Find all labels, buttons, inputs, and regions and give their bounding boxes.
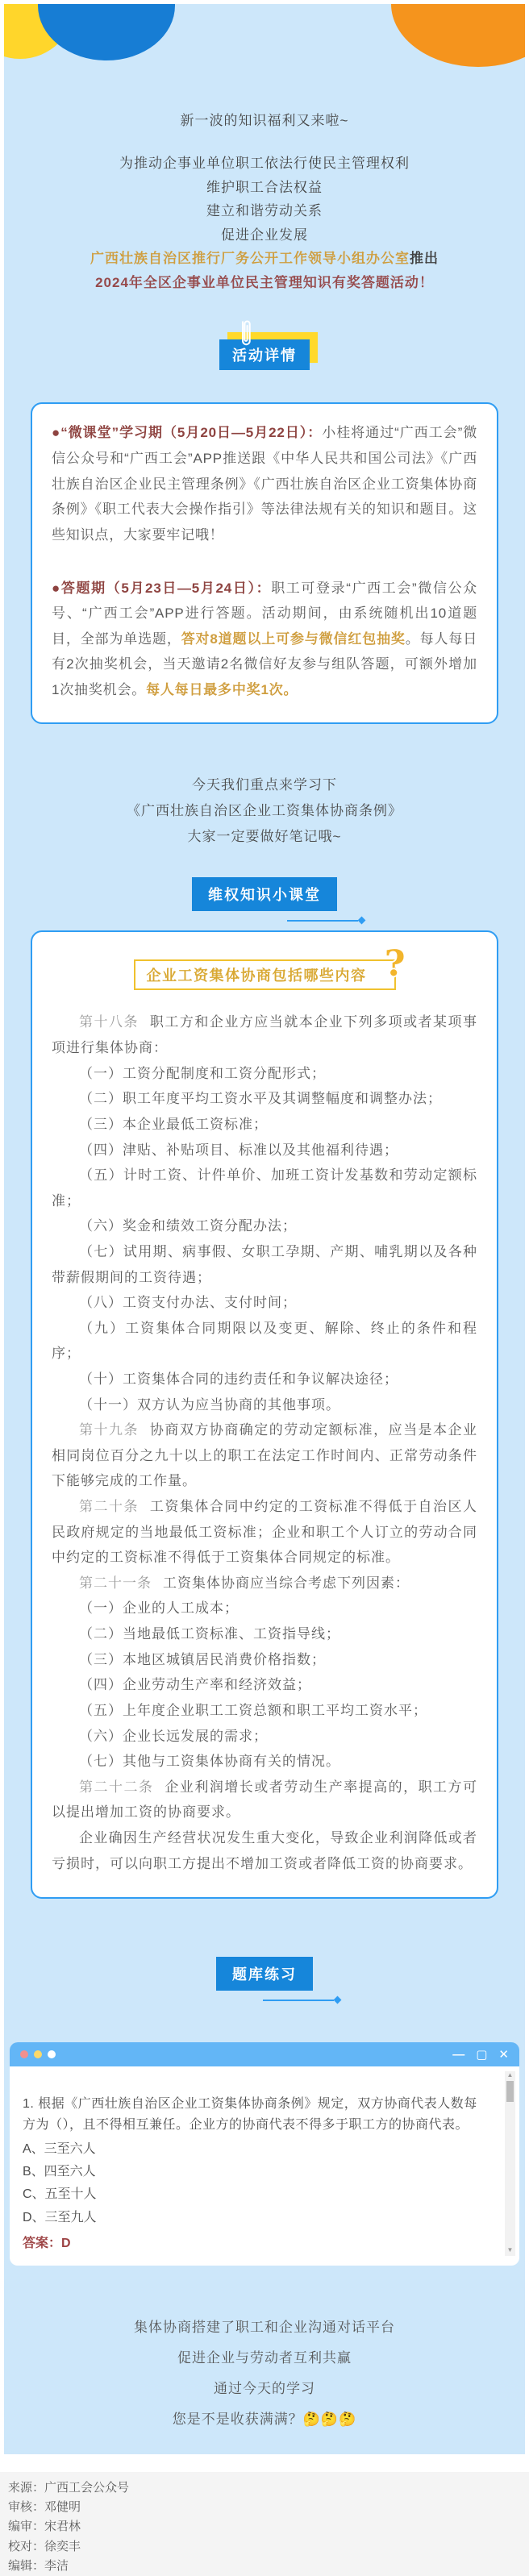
window-dot-white <box>48 2050 56 2058</box>
knowledge-class-button[interactable]: 维权知识小课堂 <box>192 877 337 911</box>
close-icon[interactable]: ✕ <box>498 2047 509 2062</box>
line-diamond-decoration <box>287 920 358 922</box>
activity-rules-card <box>31 402 498 723</box>
law-article-card <box>31 930 498 1899</box>
white-gap <box>0 2454 529 2472</box>
intro-line: 促进企业发展 <box>221 227 308 243</box>
minimize-icon[interactable]: — <box>452 2047 465 2062</box>
credit-editor: 编辑：李洁 <box>8 2558 69 2573</box>
answer-period-paragraph: ●答题期（5月23日—5月24日）：职工可登录“广西工会”微信公众号、“广西工会”APP进行答题。活动期间，由系统随机出10道题目，全部为单选题，答对8道题以上可参与微信红包抽奖。每人每日有2次抽奖机会，当天邀请2名微信好友参与组队答题，可额外增加1次抽奖机会。每人每日最多中奖1次。 <box>52 580 478 697</box>
law-paragraph: （七）试用期、病事假、女职工孕期、产期、哺乳期以及各种带薪假期间的工资待遇； <box>52 1243 477 1285</box>
closing-line: 您是不是收获满满？🤔🤔🤔 <box>172 2411 357 2427</box>
window-dot-yellow <box>34 2050 42 2058</box>
quiz-option-a: A、三至六人 <box>23 2141 96 2156</box>
scrollbar-thumb[interactable] <box>506 2081 514 2102</box>
quiz-option-c: C、五至十人 <box>23 2187 97 2202</box>
line-diamond-decoration <box>263 2000 334 2001</box>
quiz-option-d: D、三至九人 <box>23 2210 97 2224</box>
question-bank-button[interactable]: 题库练习 <box>216 1957 313 1991</box>
study-intro-block <box>4 772 525 851</box>
law-paragraph: （七）其他与工资集体协商有关的情况。 <box>79 1754 340 1770</box>
law-paragraph: （一）企业的人工成本； <box>79 1600 239 1617</box>
intro-line: 建立和谐劳动关系 <box>206 203 323 219</box>
law-paragraph: （十一）双方认为应当协商的其他事项。 <box>79 1396 340 1413</box>
credits-footer <box>0 2472 529 2576</box>
law-paragraph: （五）上年度企业职工工资总额和职工平均工资水平； <box>79 1702 427 1718</box>
law-paragraph: （三）本地区城镇居民消费价格指数； <box>79 1651 326 1667</box>
paperclip-icon <box>237 318 255 356</box>
intro-line: 为推动企事业单位职工依法行使民主管理权利 <box>119 156 410 171</box>
quiz-answer: 答案：D <box>23 2236 71 2250</box>
intro-line: 维护职工合法权益 <box>206 179 323 195</box>
law-card-title: 企业工资集体协商包括哪些内容 <box>146 968 367 984</box>
law-paragraph: （六）奖金和绩效工资分配办法； <box>79 1218 297 1234</box>
law-paragraph: （三）本企业最低工资标准； <box>79 1116 268 1132</box>
window-controls <box>452 2049 509 2061</box>
quiz-question: 1. 根据《广西壮族自治区企业工资集体协商条例》规定，双方协商代表人数每方为（），且不得相互兼任。企业方的协商代表不得多于职工方的协商代表。 <box>23 2097 477 2133</box>
study-intro-line: 大家一定要做好笔记哦~ <box>187 829 342 845</box>
law-paragraph: （六）企业长远发展的需求； <box>79 1728 268 1744</box>
credit-source: 来源：广西工会公众号 <box>8 2480 130 2495</box>
law-paragraph: 第二十二条 企业利润增长或者劳动生产率提高的，职工方可以提出增加工资的协商要求。 <box>52 1779 478 1821</box>
law-paragraph: 企业确因生产经营状况发生重大变化，导致企业利润降低或者亏损时，可以向职工方提出不增加工资或者降低工资的协商要求。 <box>52 1829 477 1871</box>
study-intro-line: 今天我们重点来学习下 <box>192 776 337 793</box>
closing-block <box>4 2316 525 2454</box>
law-paragraph: （四）企业劳动生产率和经济效益； <box>79 1677 311 1693</box>
law-paragraph: （九）工资集体合同期限以及变更、解除、终止的条件和程序； <box>52 1320 477 1362</box>
lottery-highlight: 答对8道题以上可参与微信红包抽奖 <box>181 630 406 647</box>
quiz-window-titlebar <box>10 2042 519 2066</box>
quiz-window <box>10 2042 519 2266</box>
scrollbar[interactable] <box>505 2071 515 2256</box>
maximize-icon[interactable]: ▢ <box>476 2047 488 2062</box>
credit-editor-reviewer: 编审：宋君林 <box>8 2520 81 2534</box>
quiz-option-b: B、四至六人 <box>23 2165 96 2179</box>
event-title: 2024年全区企事业单位民主管理知识有奖答题活动！ <box>95 274 434 290</box>
law-paragraph: （二）职工年度平均工资水平及其调整幅度和调整办法； <box>79 1091 442 1107</box>
law-paragraph: （一）工资分配制度和工资分配形式； <box>79 1065 326 1081</box>
law-paragraph: 第十九条 协商双方协商确定的劳动定额标准，应当是本企业相同岗位百分之九十以上的职工在法定工作时间内、正常劳动条件下能够完成的工作量。 <box>52 1422 478 1489</box>
organizer-suffix: 推出 <box>410 251 439 267</box>
credit-reviewer: 审核：邓健明 <box>8 2500 81 2515</box>
credit-proofreader: 校对：徐奕丰 <box>8 2539 81 2553</box>
organizer-line <box>4 247 525 271</box>
micro-class-period-label: ●“微课堂”学习期（5月20日—5月22日）： <box>52 425 323 441</box>
max-win-highlight: 每人每日最多中奖1次。 <box>146 681 298 697</box>
activity-detail-button[interactable]: 活动详情 <box>219 339 310 370</box>
study-intro-line: 《广西壮族自治区企业工资集体协商条例》 <box>127 802 402 818</box>
law-paragraph: （四）津贴、补贴项目、标准以及其他福利待遇； <box>79 1142 398 1158</box>
law-paragraph: （十）工资集体合同的违约责任和争议解决途径； <box>79 1371 398 1387</box>
law-card-title-box <box>134 943 406 990</box>
law-paragraph: 第十八条 职工方和企业方应当就本企业下列多项或者某项事项进行集体协商： <box>52 1014 478 1056</box>
closing-line: 促进企业与劳动者互利共赢 <box>177 2349 352 2366</box>
quiz-window-body <box>10 2066 519 2266</box>
law-paragraph: （五）计时工资、计件单价、加班工资计发基数和劳动定额标准； <box>52 1167 477 1209</box>
law-paragraph: （八）工资支付办法、支付时间； <box>79 1295 297 1311</box>
closing-line: 集体协商搭建了职工和企业沟通对话平台 <box>134 2319 395 2335</box>
question-bank-button-group <box>216 1957 313 1991</box>
greeting-line: 新一波的知识福利又来啦~ <box>180 113 349 128</box>
law-paragraph: 第二十条 工资集体合同中约定的工资标准不得低于自治区人民政府规定的当地最低工资标准；企业和职工个人订立的劳动合同中约定的工资标准不得低于工资集体合同规定的标准。 <box>52 1499 478 1566</box>
organizer-name: 广西壮族自治区推行厂务公开工作领导小组办公室 <box>90 251 410 267</box>
closing-line: 通过今天的学习 <box>214 2380 315 2396</box>
answer-period-label: ●答题期（5月23日—5月24日）： <box>52 580 272 596</box>
knowledge-class-button-group <box>192 877 337 911</box>
law-text-body <box>52 1009 477 1876</box>
window-dot-red <box>20 2050 28 2058</box>
question-mark-icon: ? <box>384 943 406 985</box>
law-paragraph: 第二十一条 工资集体协商应当综合考虑下列因素： <box>79 1575 410 1591</box>
scroll-down-arrow-icon[interactable]: ▼ <box>506 2245 514 2253</box>
scroll-up-arrow-icon[interactable]: ▲ <box>506 2071 514 2079</box>
law-paragraph: （二）当地最低工资标准、工资指导线； <box>79 1626 340 1642</box>
intro-block <box>4 152 525 294</box>
micro-class-paragraph: ●“微课堂”学习期（5月20日—5月22日）：小桂将通过“广西工会”微信公众号和“广西工会”APP推送跟《中华人民共和国公司法》《广西壮族自治区企业民主管理条例》《广西壮族自治区企业工资集体协商条例》《职工代表大会操作指引》等法律法规有关的知识和题目。这些知识点，大家要牢记哦！ <box>52 425 477 543</box>
activity-detail-button-group <box>219 339 310 370</box>
article-body <box>4 4 525 2454</box>
